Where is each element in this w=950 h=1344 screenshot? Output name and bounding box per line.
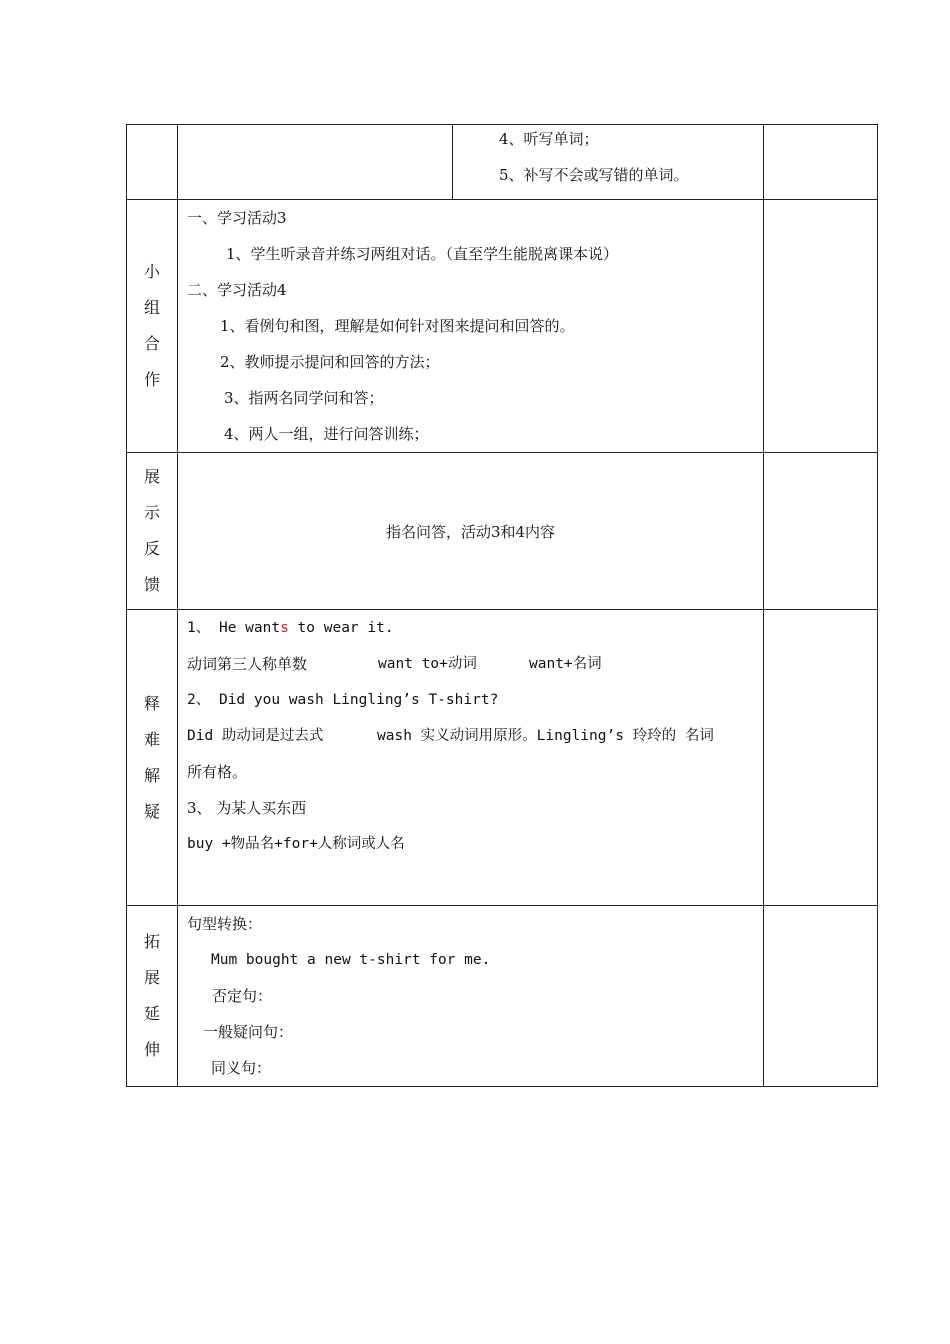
row-label-show <box>127 453 178 610</box>
label-cell-empty <box>127 125 178 200</box>
table-row <box>127 453 878 610</box>
grammar-note <box>187 718 763 754</box>
label-char: 疑 <box>143 801 160 821</box>
grammar-term: 动词第三人称单数 <box>187 655 308 673</box>
notes-cell <box>764 125 878 200</box>
notes-cell <box>764 453 878 610</box>
grammar-pattern: want to+动词 <box>378 656 477 672</box>
example-sentence <box>187 610 763 646</box>
label-char: 示 <box>143 503 160 522</box>
content-cell-show <box>178 453 764 610</box>
content-cell-group <box>178 200 764 453</box>
grammar-term: wash 实义动词用原形。Lingling’s 玲玲的 名词 <box>377 728 714 744</box>
label-char: 反 <box>143 539 160 558</box>
grammar-term: Did 助动词是过去式 <box>187 728 324 744</box>
section-heading: 句型转换： <box>187 915 263 933</box>
label-char: 组 <box>143 298 160 317</box>
table-row <box>127 200 878 453</box>
label-char: 合 <box>143 334 160 353</box>
label-char: 拓 <box>143 932 160 951</box>
example-sentence: 2、 Did you wash Lingling’s T-shirt? <box>187 692 499 708</box>
content-cell-extend <box>178 906 764 1087</box>
label-char: 小 <box>143 262 160 281</box>
label-char: 伸 <box>143 1040 160 1059</box>
row-label-group <box>127 200 178 453</box>
row-label-extend <box>127 906 178 1087</box>
section-heading: 二、学习活动4 <box>187 281 287 299</box>
activity-line: 1、看例句和图，理解是如何针对图来提问和回答的。 <box>220 317 575 335</box>
row-label-explain <box>127 610 178 906</box>
label-char: 难 <box>143 729 160 749</box>
label-char: 解 <box>143 765 160 785</box>
label-char: 馈 <box>143 575 160 594</box>
notes-cell <box>764 610 878 906</box>
example-sentence: Mum bought a new t-shirt for me. <box>211 952 491 968</box>
label-char: 延 <box>143 1004 160 1023</box>
activity-line: 2、教师提示提问和回答的方法； <box>220 353 440 371</box>
grammar-pattern: want+名词 <box>529 656 602 672</box>
feedback-text: 指名问答，活动3和4内容 <box>385 522 556 541</box>
table-row <box>127 610 878 906</box>
activity-line: 1、学生听录音并练习两组对话。（直至学生能脱离课本说） <box>226 245 619 263</box>
sentence-part: to wear it. <box>288 620 394 636</box>
content-cell-explain <box>178 610 764 906</box>
grammar-pattern: buy +物品名+for+人称词或人名 <box>187 836 405 852</box>
grammar-note <box>187 646 763 682</box>
activity-line: 3、指两名同学问和答； <box>224 389 384 407</box>
section-heading: 3、 为某人买东西 <box>187 799 307 817</box>
table-row <box>127 125 878 200</box>
label-char: 展 <box>143 968 160 987</box>
label-char: 释 <box>143 693 160 713</box>
grammar-note: 所有格。 <box>187 763 248 781</box>
table-row <box>127 906 878 1087</box>
highlight-suffix: s <box>280 620 289 636</box>
notes-cell <box>764 200 878 453</box>
section-heading: 一、学习活动3 <box>187 209 287 227</box>
step-line: 5、补写不会或写错的单词。 <box>499 166 689 184</box>
content-cell-empty <box>178 125 453 200</box>
label-char: 展 <box>143 467 160 486</box>
sentence-part: 1、 He want <box>187 620 281 636</box>
activity-line: 4、两人一组，进行问答训练； <box>224 425 429 443</box>
step-line: 4、听写单词； <box>499 130 599 148</box>
content-cell-steps <box>453 125 764 200</box>
lesson-plan-table <box>126 124 878 1087</box>
notes-cell <box>764 906 878 1087</box>
label-char: 作 <box>143 370 160 389</box>
exercise-prompt: 否定句： <box>212 987 273 1005</box>
exercise-prompt: 同义句： <box>211 1059 272 1077</box>
exercise-prompt: 一般疑问句： <box>203 1023 294 1041</box>
